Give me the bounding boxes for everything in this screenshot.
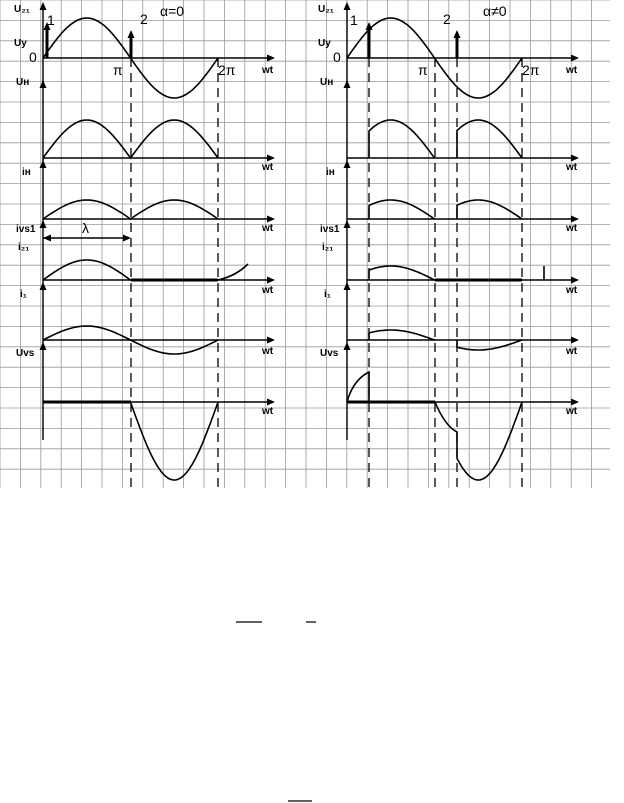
right-row-label-u21: U₂₁ bbox=[318, 4, 334, 15]
left-row-label-ih: iн bbox=[22, 167, 31, 178]
left-axis-label-row3: wt bbox=[262, 223, 274, 234]
left-panel-title: α=0 bbox=[160, 3, 185, 19]
axis-horizontal-head bbox=[571, 337, 579, 344]
right-axis-label-row1: wt bbox=[566, 65, 578, 76]
right-row-label-ivs1: ivs1 bbox=[320, 224, 340, 235]
left-pi-label: π bbox=[113, 62, 123, 78]
left-row-label-i1: i₁ bbox=[20, 289, 27, 300]
axis-horizontal-head bbox=[571, 155, 579, 162]
right-2pi-label: 2π bbox=[522, 62, 540, 78]
left-axis-label-row2: wt bbox=[262, 162, 274, 173]
thyristor-voltage-wave bbox=[131, 402, 218, 480]
thyristor-current-wave bbox=[43, 260, 131, 280]
thyristor-current-wave bbox=[369, 266, 435, 280]
left-axis-label-row1: wt bbox=[262, 65, 274, 76]
left-row-sublabel-uy: Uу bbox=[14, 38, 27, 49]
right-pi-label: π bbox=[418, 62, 428, 78]
left-pulse-2-label: 2 bbox=[140, 11, 148, 27]
left-pulse-1-label: 1 bbox=[47, 12, 55, 28]
right-panel-title: α≠0 bbox=[483, 3, 507, 19]
left-row-label-u21: U₂₁ bbox=[14, 4, 30, 15]
thyristor-current-next bbox=[218, 264, 248, 280]
axis-horizontal-head bbox=[267, 216, 275, 223]
right-axis-label-row2: wt bbox=[566, 162, 578, 173]
left-row-label-ivs1: ivs1 bbox=[16, 224, 36, 235]
left-axis-label-row4: wt bbox=[262, 285, 274, 296]
control-pulse-2-head bbox=[454, 30, 461, 38]
right-pulse-2-label: 2 bbox=[443, 11, 451, 27]
conduction-interval-arrow-tail bbox=[43, 235, 51, 242]
axis-horizontal-head bbox=[267, 277, 275, 284]
right-axis-label-row6: wt bbox=[566, 406, 578, 417]
left-row-label-uvs: Uvs bbox=[16, 348, 35, 359]
axis-horizontal-head bbox=[267, 399, 275, 406]
right-row-label-uh: Uн bbox=[320, 77, 334, 88]
left-axis-label-row5: wt bbox=[262, 346, 274, 357]
right-row-label-uvs: Uvs bbox=[320, 348, 339, 359]
left-origin-label: 0 bbox=[29, 49, 37, 65]
axis-horizontal-head bbox=[267, 155, 275, 162]
axis-horizontal-head bbox=[571, 216, 579, 223]
left-2pi-label: 2π bbox=[218, 62, 236, 78]
axis-vertical-row-head bbox=[344, 160, 351, 168]
left-row-label-i21: i₂₁ bbox=[18, 242, 30, 253]
right-panel bbox=[318, 3, 578, 417]
axis-horizontal-head bbox=[571, 55, 579, 62]
load-voltage-wave bbox=[369, 120, 522, 158]
load-current-wave bbox=[369, 200, 522, 219]
right-row-label-i21: i₂₁ bbox=[322, 242, 334, 253]
right-row-label-ih: iн bbox=[326, 167, 335, 178]
right-axis-label-row3: wt bbox=[566, 223, 578, 234]
control-pulse-2-head bbox=[128, 30, 135, 38]
left-row-label-uh: Uн bbox=[16, 77, 30, 88]
left-interval-label: λ bbox=[82, 220, 89, 236]
right-row-sublabel-uy: Uу bbox=[318, 38, 331, 49]
axis-vertical-head bbox=[344, 2, 351, 10]
left-axis-label-row6: wt bbox=[262, 406, 274, 417]
right-axis-label-row4: wt bbox=[566, 285, 578, 296]
axis-horizontal-head bbox=[267, 55, 275, 62]
control-pulse-1-head bbox=[366, 22, 373, 30]
right-pulse-1-label: 1 bbox=[350, 12, 358, 28]
conduction-interval-arrow-head bbox=[123, 235, 131, 242]
axis-horizontal-head bbox=[267, 337, 275, 344]
right-origin-label: 0 bbox=[333, 49, 341, 65]
right-axis-label-row5: wt bbox=[566, 346, 578, 357]
axis-horizontal-head bbox=[571, 277, 579, 284]
axis-vertical-row-head bbox=[344, 342, 351, 350]
right-row-label-i1: i₁ bbox=[324, 289, 331, 300]
axis-horizontal-head bbox=[571, 399, 579, 406]
